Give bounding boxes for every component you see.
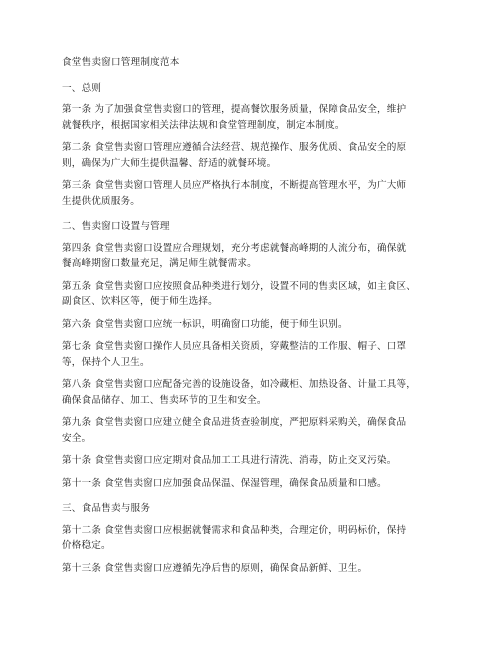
paragraph-line: 确保食品储存、加工、售卖环节的卫生和安全。 <box>62 394 267 406</box>
article-paragraph <box>62 561 447 577</box>
paragraph-line: 安全。 <box>62 432 92 444</box>
section-heading: 三、食品售卖与服务 <box>62 503 151 514</box>
article-paragraph <box>62 317 447 333</box>
article-paragraph <box>62 241 447 272</box>
paragraph-line: 第十一条 食堂售卖窗口应加强食品保温、保湿管理，确保食品质量和口感。 <box>62 477 387 489</box>
paragraph-line: 第七条 食堂售卖窗口操作人员应具备相关资质，穿戴整洁的工作服、帽子、口罩 <box>62 341 407 352</box>
article-paragraph <box>62 377 447 408</box>
section-heading: 一、总则 <box>62 82 102 94</box>
paragraph-line: 第四条 食堂售卖窗口设置应合理规划，充分考虑就餐高峰期的人流分布，确保就 <box>62 242 407 254</box>
paragraph-line: 第八条 食堂售卖窗口应配备完善的设施设备，如冷藏柜、加热设备、计量工具等， <box>62 379 416 390</box>
article-paragraph <box>62 140 447 171</box>
paragraph-line: 第一条 为了加强食堂售卖窗口的管理，提高餐饮服务质量，保障食品安全，维护 <box>62 104 407 115</box>
article-paragraph <box>62 178 447 209</box>
article-paragraph <box>62 339 447 370</box>
article-paragraph <box>62 453 447 469</box>
article-paragraph <box>62 476 447 492</box>
article-paragraph <box>62 523 447 554</box>
article-paragraph <box>62 279 447 310</box>
paragraph-line: 第九条 食堂售卖窗口应建立健全食品进货查验制度，严把原料采购关，确保食品 <box>62 417 407 428</box>
document-title: 食堂售卖窗口管理制度范本 <box>62 57 180 68</box>
paragraph-line: 等，保持个人卫生。 <box>62 356 150 368</box>
paragraph-line: 副食区、饮料区等，便于师生选择。 <box>62 296 218 307</box>
paragraph-line: 第十三条 食堂售卖窗口应遵循先净后售的原则，确保食品新鲜、卫生。 <box>62 562 368 574</box>
paragraph-line: 就餐秩序，根据国家相关法律法规和食堂管理制度，制定本制度。 <box>62 119 345 131</box>
paragraph-line: 第六条 食堂售卖窗口应统一标识，明确窗口功能，便于师生识别。 <box>62 318 348 330</box>
paragraph-line: 第十条 食堂售卖窗口应定期对食品加工工具进行清洗、消毒，防止交叉污染。 <box>62 455 397 466</box>
paragraph-line: 餐高峰期窗口数量充足，满足师生就餐需求。 <box>62 258 257 269</box>
paragraph-line: 生提供优质服务。 <box>62 195 140 207</box>
paragraph-line: 第三条 食堂售卖窗口管理人员应严格执行本制度，不断提高管理水平，为广大师 <box>62 180 407 191</box>
paragraph-line: 价格稳定。 <box>62 540 111 551</box>
paragraph-line: 第五条 食堂售卖窗口应按照食品种类进行划分，设置不同的售卖区域，如主食区、 <box>62 280 416 292</box>
article-paragraph <box>62 102 447 133</box>
paragraph-line: 则，确保为广大师生提供温馨、舒适的就餐环境。 <box>62 157 277 169</box>
article-paragraph <box>62 415 447 446</box>
document-body <box>62 55 447 583</box>
paragraph-line: 第二条 食堂售卖窗口管理应遵循合法经营、规范操作、服务优质、食品安全的原 <box>62 142 407 153</box>
section-heading: 二、售卖窗口设置与管理 <box>62 221 170 232</box>
paragraph-line: 第十二条 食堂售卖窗口应根据就餐需求和食品种类，合理定价，明码标价，保持 <box>62 524 407 536</box>
